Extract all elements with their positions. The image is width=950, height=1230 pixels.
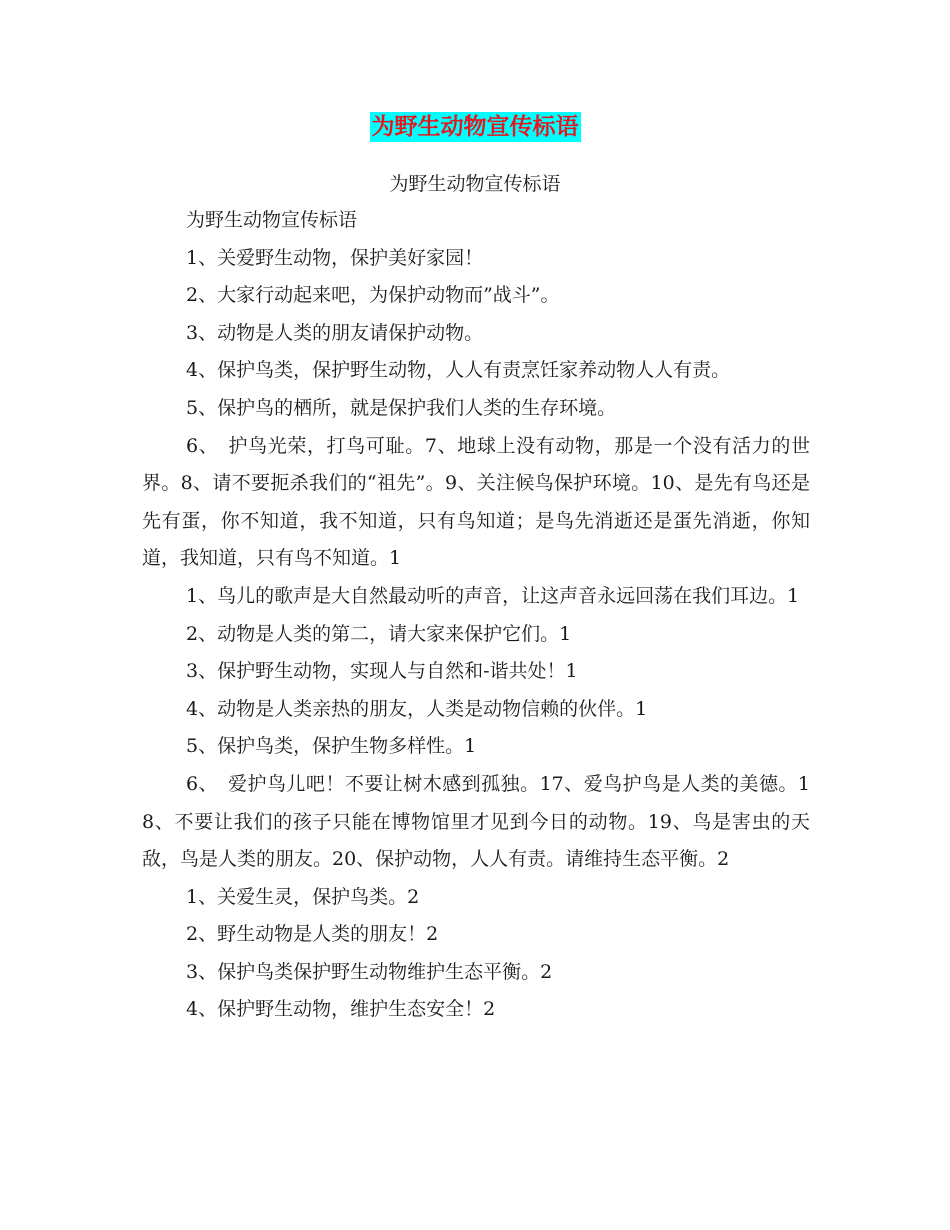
paragraph: 5、保护鸟的栖所，就是保护我们人类的生存环境。 [186, 396, 617, 419]
paragraph: 1、关爱野生动物，保护美好家园！ [186, 246, 484, 269]
paragraph: 4、保护野生动物，维护生态安全！2 [186, 998, 496, 1021]
paragraph: 4、动物是人类亲热的朋友，人类是动物信赖的伙伴。1 [186, 697, 648, 720]
paragraph: 1、鸟儿的歌声是大自然最动听的声音，让这声音永远回荡在我们耳边。1 [186, 584, 800, 607]
paragraph: 3、保护鸟类保护野生动物维护生态平衡。2 [186, 960, 553, 983]
paragraph: 2、大家行动起来吧，为保护动物而”战斗”。 [186, 284, 560, 307]
paragraph: 2、野生动物是人类的朋友！2 [186, 923, 439, 946]
paragraph: 6、 护鸟光荣，打鸟可耻。7、地球上没有动物，那是一个没有活力的世界。8、请不要扼杀我们的“祖先”。9、关注候鸟保护环境。10、是先有鸟还是先有蛋，你不知道，我不知道，只有鸟知道；是鸟先消逝还是蛋先消逝，你知道，我知道，只有鸟不知道。1 [142, 434, 810, 570]
paragraph: 1、关爱生灵，保护鸟类。2 [186, 885, 420, 908]
page-title: 为野生动物宣传标语 [371, 114, 579, 140]
paragraph: 5、保护鸟类，保护生物多样性。1 [186, 735, 477, 758]
paragraph: 2、动物是人类的第二，请大家来保护它们。1 [186, 622, 572, 645]
document-subtitle: 为野生动物宣传标语 [389, 173, 561, 195]
paragraph: 3、保护野生动物，实现人与自然和-谐共处！1 [186, 660, 578, 683]
paragraph: 为野生动物宣传标语 [186, 209, 358, 231]
document-body [142, 202, 810, 1029]
paragraph: 3、动物是人类的朋友请保护动物。 [186, 321, 484, 344]
title-container [0, 112, 950, 142]
paragraph: 6、 爱护鸟儿吧！不要让树木感到孤独。17、爱鸟护鸟是人类的美德。18、不要让我们的孩子只能在博物馆里才见到今日的动物。19、鸟是害虫的天敌，鸟是人类的朋友。20、保护动物，人人有责。请维持生态平衡。2 [142, 772, 810, 871]
paragraph: 4、保护鸟类，保护野生动物，人人有责烹饪家养动物人人有责。 [186, 359, 731, 382]
